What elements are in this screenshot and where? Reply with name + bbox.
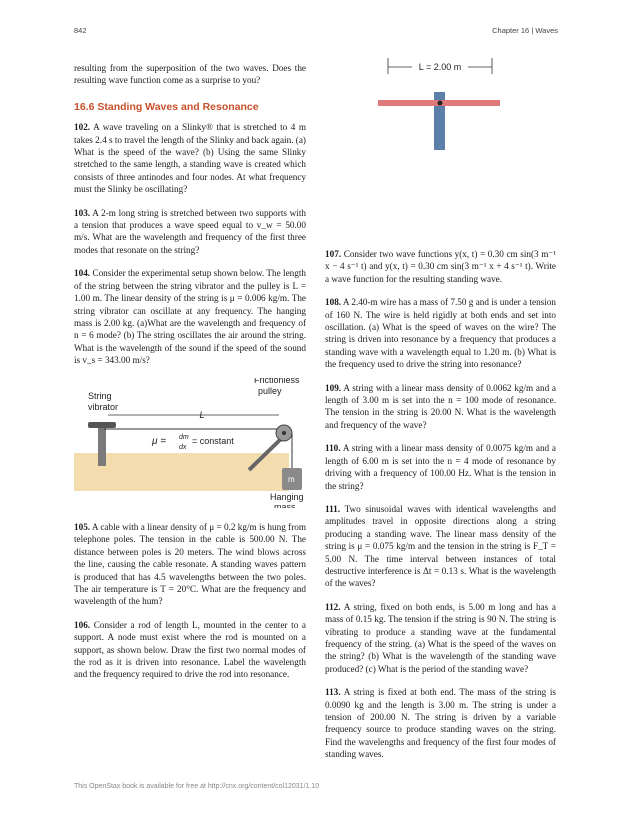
- right-column: [325, 248, 556, 772]
- vibrator-label-1: String: [88, 390, 112, 401]
- problem-text: A 2.40-m wire has a mass of 7.50 g and is under a tension of 160 N. The wire is held rigidly at both ends and set into oscillation. (a) What is the speed of waves on the wire? The string is driven into resonance by a frequency that produces a standing wave with a wavelength equal to 1.20 m. (b) What is the frequency used to drive the string into resonance?: [325, 297, 556, 370]
- problem-113: [325, 686, 556, 760]
- rod-pivot: [438, 101, 443, 106]
- problem-109: [325, 382, 556, 432]
- problem-number: 113.: [325, 687, 341, 698]
- pulley-label-2: pulley: [258, 385, 282, 396]
- problem-number: 108.: [325, 297, 342, 308]
- problem-106: [74, 619, 306, 681]
- rod-diagram: [370, 58, 520, 153]
- problem-103: [74, 207, 306, 257]
- problem-text: Consider two wave functions y(x, t) = 0.30 cm sin(3 m⁻¹ x − 4 s⁻¹ t) and y(x, t) = 0.30 cm sin(3 m⁻¹ x + 4 s⁻¹ t). Write a wave function for the resulting standing wave.: [325, 249, 556, 284]
- chapter-header: Chapter 16 | Waves: [492, 26, 558, 35]
- problem-number: 103.: [74, 207, 91, 218]
- problem-text: A string with a linear mass density of 0.0062 kg/m and a length of 3.00 m is set into the n = 100 mode of resonance. The tension in the string is 20.00 N. What is the wavelength and frequency of the wave?: [325, 382, 556, 430]
- page-footer: This OpenStax book is available for free at http://cnx.org/content/col12031/1.10: [74, 783, 320, 790]
- section-title: 16.6 Standing Waves and Resonance: [74, 100, 259, 113]
- problem-text: A string is fixed at both end. The mass of the string is 0.0090 kg and the length is 3.00 m. The string is under a tension of 200.00 N. The string is driven by a variable frequency source to produce standing waves on the string. Find the wavelengths and frequency of the first four modes of standing waves.: [325, 687, 556, 760]
- hanging-label-2: mass: [274, 501, 296, 508]
- problem-102: [74, 121, 306, 195]
- problem-text: A string, fixed on both ends, is 5.00 m long and has a mass of 0.15 kg. The tension if the string is 90 N. The string is vibrating to produce a standing wave at the fundamental frequency of the string. (a) What is the speed of the waves on the string? (b) What is the wavelength of the standing wave produced? (c) What is the period of the standing wave?: [325, 601, 556, 674]
- problem-107: [325, 248, 556, 285]
- problem-number: 102.: [74, 122, 91, 133]
- string-setup-figure: [74, 378, 306, 511]
- problem-105: [74, 521, 306, 608]
- string-setup-diagram: [74, 378, 306, 508]
- length-label: L: [199, 409, 205, 420]
- rod-length-label: L = 2.00 m: [418, 62, 462, 72]
- problem-text: Consider a rod of length L, mounted in the center to a support. A node must exist where the rod is mounted on a support, as shown below. Draw the first two normal modes of the rod as it is driven into resonance. Label the wavelength and the frequency required to drive the rod into resonance.: [74, 619, 307, 680]
- problem-number: 104.: [74, 268, 91, 279]
- pulley-label-1: Frictionless: [254, 377, 300, 385]
- problem-text: A cable with a linear density of μ = 0.2 kg/m is hung from telephone poles. The tension in the cable is 500.00 N. The distance between poles is 20 meters. The wind blows across the line, causing the cable resonate. A standing waves pattern is produced that has 4.5 wavelengths between the two poles. The air temperature is T = 20°C. What are the frequency and wavelength of the hum?: [74, 521, 306, 607]
- density-label: μ =: [152, 435, 167, 447]
- density-numerator: dm: [179, 433, 189, 441]
- vibrator-head: [88, 422, 116, 428]
- problem-number: 106.: [74, 619, 91, 630]
- rod-figure: [370, 58, 520, 158]
- intro-paragraph: resulting from the superposition of the two waves. Does the resulting wave function come as a surprise to you?: [74, 63, 306, 86]
- problem-number: 112.: [325, 601, 341, 612]
- problem-text: A wave traveling on a Slinky® that is stretched to 4 m takes 2.4 s to travel the length of the Slinky and back again. (a) What is the speed of the wave? (b) Using the same Slinky stretched to the same length, a standing wave is created which consists of three antinodes and four nodes. At what frequency must the Slinky be oscillating?: [74, 122, 306, 195]
- problem-text: A 2-m long string is stretched between two supports with a tension that produces a wave speed equal to v_w = 50.00 m/s. What are the wavelength and frequency of the first three modes that resonate on the string?: [74, 207, 306, 255]
- problem-110: [325, 442, 556, 492]
- page-number: 842: [74, 26, 87, 35]
- problem-number: 111.: [325, 503, 341, 514]
- problem-text: Consider the experimental setup shown below. The length of the string between the string vibrator and the pulley is L = 1.00 m. The linear density of the string is μ = 0.006 kg/m. The string vibrator can oscillate at any frequency. The hanging mass is 2.00 kg. (a)What are the wavelength and frequency of n = 6 mode? (b) The string oscillates the air around the string. What is the wavelength of the sound if the speed of the sound is v_s = 343.00 m/s?: [74, 268, 306, 366]
- vibrator-label-2: vibrator: [88, 401, 119, 412]
- problem-text: Two sinusoidal waves with identical wavelengths and amplitudes travel in opposite directions along a string producing a standing wave. The linear mass density of the string is μ = 0.075 kg/m and the tension in the string is F_T = 5.00 N. The time interval between instances of total destructive interference is Δt = 0.13 s. What is the wavelength of the waves?: [325, 503, 556, 589]
- problem-111: [325, 503, 556, 590]
- problem-112: [325, 601, 556, 675]
- density-rest: = constant: [192, 435, 234, 446]
- density-denominator: dx: [179, 443, 187, 451]
- problem-108: [325, 296, 556, 370]
- hanging-label-1: Hanging: [270, 491, 304, 502]
- problem-number: 109.: [325, 382, 342, 393]
- mass-label: m: [288, 474, 295, 484]
- pulley-axle: [282, 431, 286, 435]
- vibrator-post: [98, 426, 106, 466]
- left-column: [74, 62, 306, 692]
- problem-104: [74, 267, 306, 366]
- problem-number: 105.: [74, 521, 91, 532]
- problem-number: 107.: [325, 249, 342, 259]
- problem-number: 110.: [325, 443, 341, 454]
- problem-text: A string with a linear mass density of 0.0075 kg/m and a length of 6.00 m is set into the n = 4 mode of resonance by driving with a frequency of 100.00 Hz. What is the tension in the string?: [325, 443, 556, 491]
- wooden-base: [74, 453, 289, 491]
